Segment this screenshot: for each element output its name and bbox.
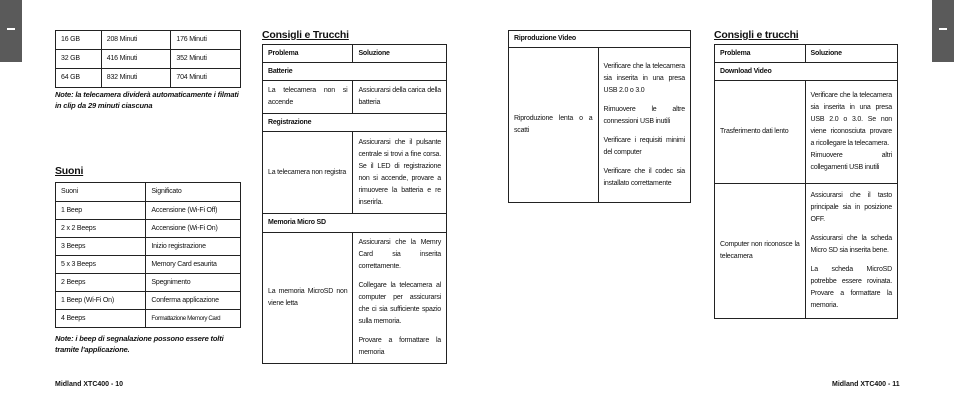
table-header: Suoni bbox=[56, 183, 146, 202]
problem-cell: La telecamera non registra bbox=[263, 132, 353, 214]
table-cell: Accensione (Wi-Fi Off) bbox=[146, 202, 241, 220]
note-beep: Note: i beep di segnalazione possono essere tolti tramite l'applicazione. bbox=[55, 334, 224, 354]
table-row bbox=[715, 81, 898, 184]
section-row bbox=[263, 63, 447, 81]
table-header-row bbox=[715, 45, 898, 63]
table-cell: 832 Minuti bbox=[101, 69, 171, 88]
section-row bbox=[263, 214, 447, 233]
solution-text: Assicurarsi che la Memry Card sia inserita correttamente. bbox=[358, 239, 441, 270]
section-row bbox=[263, 114, 447, 132]
table-row bbox=[56, 31, 241, 50]
solution-text: Verificare i requisiti minimi del computer bbox=[603, 136, 685, 156]
section-title-suoni: Suoni bbox=[55, 165, 84, 177]
table-cell: 16 GB bbox=[56, 31, 102, 50]
table-cell: Formattazione Memory Card bbox=[146, 310, 241, 328]
table-cell: 4 Beeps bbox=[56, 310, 146, 328]
table-cell: Conferma applicazione bbox=[146, 292, 241, 310]
section-heading: Memoria Micro SD bbox=[263, 214, 447, 233]
minus-icon bbox=[7, 28, 15, 30]
solution-text: Collegare la telecamera al computer per assicurarsi che ci sia sufficiente spazio sulla memoria. bbox=[358, 282, 441, 325]
troubleshooting-table bbox=[262, 44, 447, 364]
download-table bbox=[714, 44, 898, 319]
sounds-table bbox=[55, 182, 241, 328]
right-page-tab bbox=[932, 0, 954, 62]
table-header-row bbox=[56, 183, 241, 202]
table-header: Problema bbox=[263, 45, 353, 63]
table-cell: 1 Beep (Wi-Fi On) bbox=[56, 292, 146, 310]
table-cell: Inizio registrazione bbox=[146, 238, 241, 256]
solution-cell: Assicurarsi che il pulsante centrale si trovi a fine corsa. Se il LED di registrazione non si accende, provare a rimuovere la batteria e re inserirla. bbox=[353, 132, 447, 214]
solution-cell bbox=[353, 233, 447, 364]
table-cell: 5 x 3 Beeps bbox=[56, 256, 146, 274]
solution-text: Rimuovere altri collegamenti USB inutili bbox=[810, 152, 892, 171]
table-row bbox=[56, 202, 241, 220]
solution-cell: Assicurarsi della carica della batteria bbox=[353, 81, 447, 114]
table-header-row bbox=[263, 45, 447, 63]
table-row bbox=[263, 233, 447, 364]
table-cell: Memory Card esaurita bbox=[146, 256, 241, 274]
table-cell: Spegnimento bbox=[146, 274, 241, 292]
page-number-right: Midland XTC400 - 11 bbox=[832, 381, 900, 388]
table-cell: Accensione (Wi-Fi On) bbox=[146, 220, 241, 238]
solution-cell bbox=[598, 48, 691, 203]
table-row bbox=[56, 274, 241, 292]
solution-text: Assicurarsi che la scheda Micro SD sia inserita bene. bbox=[810, 235, 892, 254]
table-cell: 416 Minuti bbox=[101, 50, 171, 69]
table-row bbox=[56, 310, 241, 328]
section-heading: Batterie bbox=[263, 63, 447, 81]
section-heading: Download Video bbox=[715, 63, 898, 81]
storage-table bbox=[55, 30, 241, 88]
table-row bbox=[56, 50, 241, 69]
section-row bbox=[715, 63, 898, 81]
minus-icon bbox=[939, 28, 947, 30]
video-playback-table bbox=[508, 30, 691, 203]
table-header: Soluzione bbox=[805, 45, 897, 63]
table-header: Problema bbox=[715, 45, 806, 63]
section-heading: Riproduzione Video bbox=[509, 31, 691, 48]
section-title-consigli: Consigli e Trucchi bbox=[262, 29, 349, 41]
table-cell: 208 Minuti bbox=[101, 31, 171, 50]
table-cell: 1 Beep bbox=[56, 202, 146, 220]
table-row bbox=[56, 238, 241, 256]
table-row bbox=[56, 292, 241, 310]
problem-cell: Computer non riconosce la telecamera bbox=[715, 184, 806, 319]
page-number-left: Midland XTC400 - 10 bbox=[55, 381, 124, 388]
table-cell: 64 GB bbox=[56, 69, 102, 88]
table-cell: 32 GB bbox=[56, 50, 102, 69]
table-cell: 704 Minuti bbox=[171, 69, 241, 88]
problem-cell: La memoria MicroSD non viene letta bbox=[263, 233, 353, 364]
table-row bbox=[56, 220, 241, 238]
note-clip: Note: la telecamera dividerà automaticamente i filmati in clip da 29 minuti ciascuna bbox=[55, 90, 239, 110]
table-row bbox=[509, 48, 691, 203]
table-header: Soluzione bbox=[353, 45, 447, 63]
table-row bbox=[56, 256, 241, 274]
left-page-tab bbox=[0, 0, 22, 62]
table-row bbox=[715, 184, 898, 319]
solution-text: Verificare che la telecamera sia inserita in una presa USB 2.0 o 3.0. Se non viene riconosciuta provare a ricollegare la telecamera. bbox=[810, 92, 892, 147]
table-row bbox=[263, 81, 447, 114]
problem-cell: La telecamera non si accende bbox=[263, 81, 353, 114]
solution-text: La scheda MicroSD potrebbe essere rovinata. Provare a formattare la memoria. bbox=[810, 266, 892, 309]
solution-text: Assicurarsi che il tasto principale sia in posizione OFF. bbox=[810, 192, 892, 223]
table-cell: 176 Minuti bbox=[171, 31, 241, 50]
table-cell: 3 Beeps bbox=[56, 238, 146, 256]
solution-text: Rimuovere le altre connessioni USB inutili bbox=[603, 105, 685, 125]
table-cell: 2 x 2 Beeps bbox=[56, 220, 146, 238]
solution-text: Verificare che il codec sia installato correttamente bbox=[603, 167, 685, 187]
solution-text: Provare a formattare la memoria bbox=[358, 337, 441, 356]
problem-cell: Trasferimento dati lento bbox=[715, 81, 806, 184]
section-row bbox=[509, 31, 691, 48]
table-cell: 352 Minuti bbox=[171, 50, 241, 69]
table-row bbox=[56, 69, 241, 88]
section-title-consigli-2: Consigli e trucchi bbox=[714, 29, 799, 41]
table-header: Significato bbox=[146, 183, 241, 202]
solution-cell bbox=[805, 184, 897, 319]
table-row bbox=[263, 132, 447, 214]
section-heading: Registrazione bbox=[263, 114, 447, 132]
table-cell: 2 Beeps bbox=[56, 274, 146, 292]
problem-cell: Riproduzione lenta o a scatti bbox=[509, 48, 599, 203]
solution-cell bbox=[805, 81, 897, 184]
solution-text: Verificare che la telecamera sia inserita in una presa USB 2.0 o 3.0 bbox=[603, 62, 685, 94]
